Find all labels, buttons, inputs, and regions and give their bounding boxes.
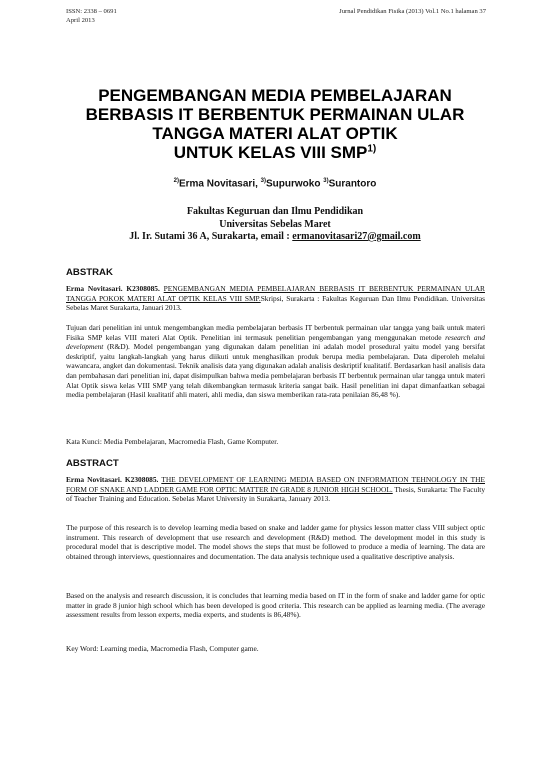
abstrak-body-text: (R&D). Model pengembangan yang digunakan dalam penelitian ini adalah model prosedural yaitu model yang bersifat deskriptif, yaitu langkah-langkah yang harus diikuti untuk menghasilkan produk berupa media pembelajaran. Data diperoleh melalui wawancara, angket dan dokumentasi. Teknik analisis data yang digunakan adalah analisis deskriptif kualitatif. Berdasarkan hasil analisis data dan pembahasan dari penelitian ini, dapat disimpulkan bahwa media pembelajaran berbasis IT berbentuk permainan ular tangga untuk materi Alat Optik siswa kelas VIII SMP yang telah dikembangkan termasuk kriteria sangat baik. Hasil penelitian ini dapat dimanfaatkan sebagai media pembelajaran (Hasil kualitatif ahli materi, ahli media, dan siswa memberikan rata-rata penilaian 86,48 %). (66, 342, 485, 400)
issue-date: April 2013 (66, 17, 95, 24)
abstract-body: Based on the analysis and research discussion, it is concludes that learning media based on IT in the form of snake and ladder game for optic matter in grade 8 junior high school which has been developed is good criteria. This research can be applied as learning media. (The average assessment results from lesson experts, media experts, and students is 86,48%). (66, 591, 485, 620)
title-line: PENGEMBANGAN MEDIA PEMBELAJARAN (98, 86, 452, 105)
title-line-text: UNTUK KELAS VIII SMP (173, 143, 368, 162)
abstract-keywords: Key Word: Learning media, Macromedia Flash, Computer game. (66, 644, 259, 653)
running-header-left (66, 7, 117, 25)
citation-details: Thesis, Surakarta: The Faculty of Teacher Training and Education. Sebelas Maret University in Surakarta, January 2013. (66, 484, 486, 504)
address-line (40, 231, 510, 244)
author-mark: 3) (323, 178, 329, 184)
citation-title: THE DEVELOPMENT OF LEARNING MEDIA BASED ON INFORMATION TEHNOLOGY IN THE FORM OF SNAKE AND LADDER GAME FOR OPTIC MATTER IN GRADE 8 JUNIOR HIGH SCHOOL. (66, 475, 485, 494)
abstrak-body-text: Tujuan dari penelitian ini untuk mengembangkan media pembelajaran berbasis IT berbentuk permainan ular tangga yang baik untuk materi Fisika SMP kelas VIII materi Alat Optik. Penelitian ini termasuk penelitian pengembangan yang menggunakan metode (66, 323, 485, 342)
abstract-body: The purpose of this research is to develop learning media based on snake and ladder game for physics lesson matter class VIII subject optic instrument. This research of development that use research and development (R&D) method. The development model in this study is procedural model that is descriptive model. The model shows the steps that must be followed to produce a media of learning. The data are obtained through interviews, questionnaires and documentation. The data analysis technique used a qualitative descriptive analysis. (66, 523, 485, 561)
author-list (40, 178, 510, 189)
abstrak-body (66, 323, 485, 400)
citation-author: Erma Novitasari. K2308085. (66, 475, 159, 484)
title-line: TANGGA MATERI ALAT OPTIK (152, 124, 398, 143)
abstrak-keywords: Kata Kunci: Media Pembelajaran, Macromedia Flash, Game Komputer. (66, 437, 279, 446)
abstract-citation (66, 475, 485, 504)
affiliation (40, 206, 510, 244)
abstrak-citation (66, 284, 485, 313)
abstract-heading: ABSTRACT (66, 458, 119, 469)
author-name: Surantoro (328, 178, 377, 190)
journal-reference: Jurnal Pendidikan Fisika (2013) Vol.1 No.1 halaman 37 (339, 8, 486, 15)
abstrak-heading: ABSTRAK (66, 267, 113, 278)
paper-title (40, 86, 510, 162)
author-name: Erma Novitasari, (178, 178, 261, 190)
citation-details: Skripsi, Surakarta : Fakultas Keguruan Dan Ilmu Pendidikan. Universitas Sebelas Maret Surakarta, Januari 2013. (66, 293, 485, 313)
title-line (40, 143, 510, 162)
email-link[interactable]: ermanovitasari27@gmail.com (292, 231, 421, 242)
issn-text: ISSN: 2338 – 0691 (66, 8, 117, 15)
title-line: BERBASIS IT BERBENTUK PERMAINAN ULAR (85, 105, 465, 124)
faculty-name: Fakultas Keguruan dan Ilmu Pendidikan (186, 206, 364, 217)
address-text: Jl. Ir. Sutami 36 A, Surakarta, email : (129, 231, 293, 242)
author-mark: 3) (260, 178, 267, 184)
university-name: Universitas Sebelas Maret (219, 218, 331, 230)
citation-author: Erma Novitasari. K2308085. (66, 284, 160, 293)
author-name: Supurwoko (266, 178, 324, 190)
title-footnote-mark: 1) (367, 143, 377, 155)
running-header-right (339, 7, 486, 16)
author-mark: 2) (173, 178, 179, 184)
abstrak-body-italic: research and development (66, 332, 485, 352)
citation-title: PENGEMBANGAN MEDIA PEMBELAJARAN BERBASIS IT BERBENTUK PERMAINAN ULAR TANGGA POKOK MATERI ALAT OPTIK KELAS VIII SMP. (66, 284, 485, 303)
